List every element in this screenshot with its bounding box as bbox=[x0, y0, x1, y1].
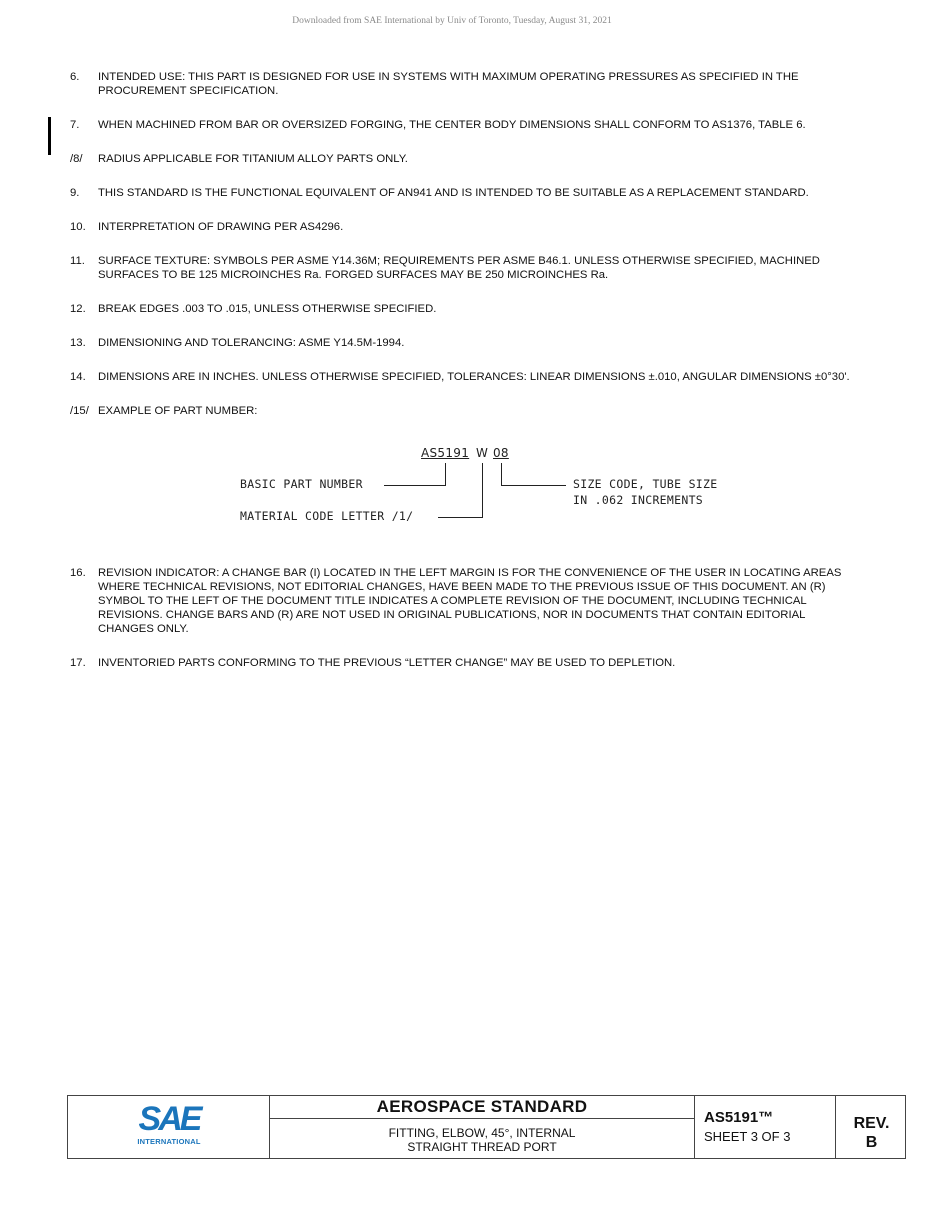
note-text: WHEN MACHINED FROM BAR OR OVERSIZED FORGING, THE CENTER BODY DIMENSIONS SHALL CONFORM TO AS1376, TABLE 6. bbox=[98, 119, 806, 131]
sae-logo bbox=[136, 1102, 202, 1152]
note-number: 17. bbox=[70, 657, 86, 669]
title-block-logo-cell bbox=[68, 1096, 270, 1158]
note-text: DIMENSIONS ARE IN INCHES. UNLESS OTHERWISE SPECIFIED, TOLERANCES: LINEAR DIMENSIONS ±.010, ANGULAR DIMENSIONS ±0°30'. bbox=[98, 371, 850, 383]
note-text: REVISION INDICATOR: A CHANGE BAR (I) LOCATED IN THE LEFT MARGIN IS FOR THE CONVENIENCE OF THE USER IN LOCATING AREAS WHERE TECHNICAL REVISIONS, NOT EDITORIAL CHANGES, HAVE BEEN MADE TO THE PREVIOUS ISSUE OF THIS DOCUMENT. AN (R) SYMBOL TO THE LEFT OF THE DOCUMENT TITLE INDICATES A COMPLETE REVISION OF THE DOCUMENT, INCLUDING TECHNICAL REVISIONS. CHANGE BARS AND (R) ARE NOT USED IN ORIGINAL PUBLICATIONS, NOR IN DOCUMENTS THAT CONTAIN EDITORIAL CHANGES ONLY. bbox=[98, 567, 842, 635]
note-text: SURFACE TEXTURE: SYMBOLS PER ASME Y14.36M; REQUIREMENTS PER ASME B46.1. UNLESS OTHERWISE SPECIFIED, MACHINED SURFACES TO BE 125 MICROINCHES Ra. FORGED SURFACES MAY BE 250 MICROINCHES Ra. bbox=[98, 255, 820, 281]
material-code-letter: W bbox=[476, 446, 489, 460]
note-text: DIMENSIONING AND TOLERANCING: ASME Y14.5M-1994. bbox=[98, 337, 405, 349]
subtitle-line-1: FITTING, ELBOW, 45°, INTERNAL bbox=[388, 1126, 576, 1140]
material-code-label: MATERIAL CODE LETTER /1/ bbox=[240, 509, 414, 523]
title-block bbox=[67, 1095, 906, 1159]
note-number: 7. bbox=[70, 119, 80, 131]
note-text: BREAK EDGES .003 TO .015, UNLESS OTHERWISE SPECIFIED. bbox=[98, 303, 437, 315]
note-item bbox=[70, 118, 860, 132]
note-text: EXAMPLE OF PART NUMBER: bbox=[98, 405, 258, 417]
note-item bbox=[70, 336, 860, 350]
note-number: 13. bbox=[70, 337, 86, 349]
material-leader-vertical bbox=[482, 463, 483, 517]
note-item bbox=[70, 302, 860, 316]
note-item bbox=[70, 566, 860, 636]
note-item bbox=[70, 186, 860, 200]
note-number: 10. bbox=[70, 221, 86, 233]
material-leader-horizontal bbox=[438, 517, 483, 518]
size-code-label-line1: SIZE CODE, TUBE SIZE bbox=[573, 477, 718, 491]
basic-leader-vertical bbox=[445, 463, 446, 485]
note-text: THIS STANDARD IS THE FUNCTIONAL EQUIVALENT OF AN941 AND IS INTENDED TO BE SUITABLE AS A REPLACEMENT STANDARD. bbox=[98, 187, 809, 199]
document-subtitle bbox=[270, 1119, 694, 1154]
note-number: 11. bbox=[70, 255, 85, 267]
note-text: RADIUS APPLICABLE FOR TITANIUM ALLOY PARTS ONLY. bbox=[98, 153, 408, 165]
note-text: INTENDED USE: THIS PART IS DESIGNED FOR USE IN SYSTEMS WITH MAXIMUM OPERATING PRESSURES AS SPECIFIED IN THE PROCUREMENT SPECIFICATION. bbox=[98, 71, 799, 97]
title-block-doc-cell bbox=[695, 1096, 836, 1158]
title-block-title-cell bbox=[270, 1096, 695, 1158]
note-text: INTERPRETATION OF DRAWING PER AS4296. bbox=[98, 221, 344, 233]
note-number: 12. bbox=[70, 303, 86, 315]
standard-heading: AEROSPACE STANDARD bbox=[270, 1096, 694, 1119]
note-number: /8/ bbox=[70, 153, 83, 165]
document-number: AS5191™ bbox=[704, 1109, 774, 1126]
notes-list bbox=[70, 70, 860, 690]
note-item bbox=[70, 254, 860, 282]
note-item bbox=[70, 70, 860, 98]
note-text: INVENTORIED PARTS CONFORMING TO THE PREVIOUS “LETTER CHANGE” MAY BE USED TO DEPLETION. bbox=[98, 657, 676, 669]
note-item bbox=[70, 404, 860, 418]
size-code-label-line2: IN .062 INCREMENTS bbox=[573, 493, 704, 507]
revision-label: REV. bbox=[853, 1115, 890, 1132]
note-number: 6. bbox=[70, 71, 80, 83]
sae-logo-mark: SAE bbox=[138, 1100, 200, 1138]
note-item bbox=[70, 152, 860, 166]
size-code-value: 08 bbox=[493, 446, 509, 460]
note-item bbox=[70, 656, 860, 670]
basic-part-number-code: AS5191 bbox=[421, 446, 470, 460]
basic-part-number-label: BASIC PART NUMBER bbox=[240, 477, 363, 491]
note-item bbox=[70, 370, 860, 384]
note-number: /15/ bbox=[70, 405, 89, 417]
download-note: Downloaded from SAE International by Univ of Toronto, Tuesday, August 31, 2021 bbox=[292, 16, 612, 26]
size-leader-horizontal bbox=[501, 485, 566, 486]
sheet-number: SHEET 3 OF 3 bbox=[704, 1129, 791, 1144]
size-leader-vertical bbox=[501, 463, 502, 485]
change-bar bbox=[48, 117, 51, 155]
part-number-example-diagram bbox=[70, 434, 860, 546]
title-block-rev-cell bbox=[836, 1096, 907, 1158]
note-number: 14. bbox=[70, 371, 86, 383]
sae-logo-subtext: INTERNATIONAL bbox=[137, 1137, 201, 1146]
basic-leader-horizontal bbox=[384, 485, 446, 486]
revision bbox=[836, 1114, 907, 1152]
note-number: 16. bbox=[70, 567, 86, 579]
note-number: 9. bbox=[70, 187, 80, 199]
revision-value: B bbox=[865, 1134, 878, 1151]
subtitle-line-2: STRAIGHT THREAD PORT bbox=[407, 1140, 557, 1154]
note-item bbox=[70, 220, 860, 234]
